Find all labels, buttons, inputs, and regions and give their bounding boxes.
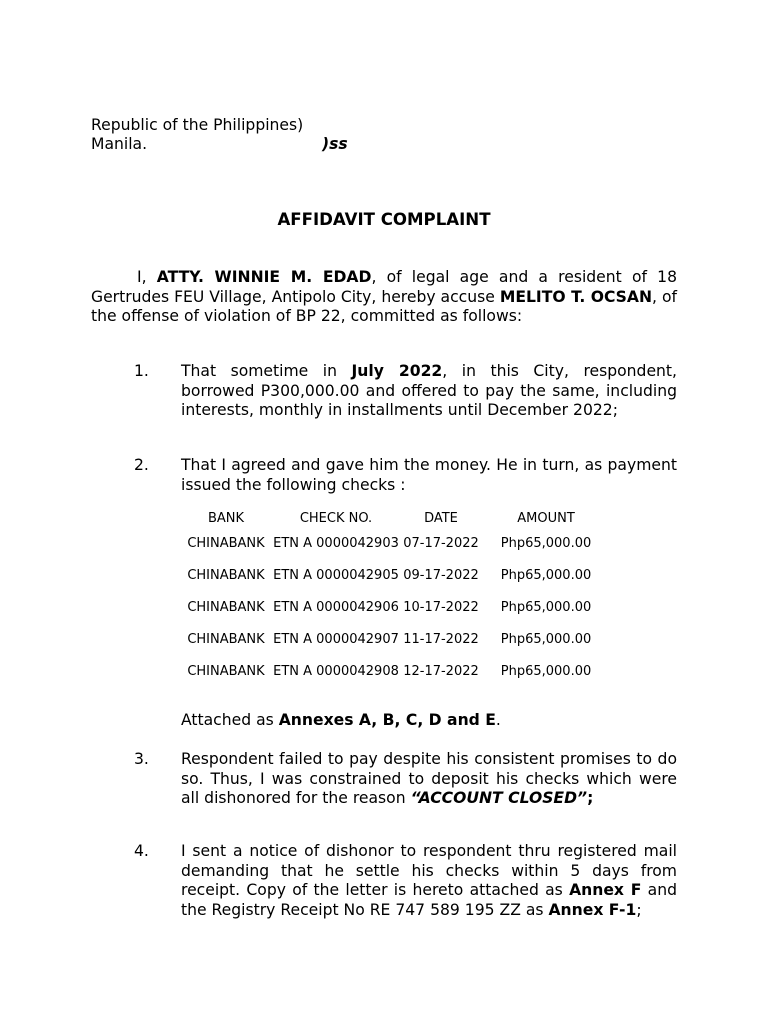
cell-check-no: ETN A 0000042905 [273, 567, 399, 583]
header-bank: BANK [207, 510, 245, 526]
cell-amount: Php65,000.00 [500, 663, 592, 679]
cell-amount: Php65,000.00 [500, 599, 592, 615]
item-1-text-2: , in this City, respondent, borrowed P300,000.00 and offered to pay the same, including interests, monthly in installments until December 2022; [181, 362, 677, 419]
intro-text-2: , of legal age and a resident of 18 Gertrudes FEU Village, Antipolo City, hereby accuse [91, 268, 677, 306]
cell-date: 10-17-2022 [403, 599, 479, 615]
cell-check-no: ETN A 0000042908 [273, 663, 399, 679]
table-row [181, 527, 611, 559]
cell-date: 09-17-2022 [403, 567, 479, 583]
item-paragraph-3 [181, 750, 677, 809]
item-4-annex-f: Annex F [569, 881, 642, 899]
cell-amount: Php65,000.00 [500, 567, 592, 583]
item-3-text-1: Respondent failed to pay despite his consistent promises to do so. Thus, I was constrained to deposit his checks which were all dishonored for the reason [181, 750, 677, 807]
intro-paragraph [91, 268, 677, 327]
cell-bank: CHINABANK [187, 535, 265, 551]
cell-date: 11-17-2022 [403, 631, 479, 647]
cell-amount: Php65,000.00 [500, 535, 592, 551]
table-row [181, 559, 611, 591]
item-number-4: 4. [134, 842, 149, 860]
intro-text-3: , of the offense of violation of BP 22, committed as follows: [91, 287, 677, 325]
cell-amount: Php65,000.00 [500, 631, 592, 647]
header-date: DATE [424, 510, 458, 526]
respondent-name: MELITO T. OCSAN [499, 287, 653, 306]
checks-table-header-row [181, 509, 611, 527]
cell-date: 07-17-2022 [403, 535, 479, 551]
item-3-reason: “ACCOUNT CLOSED” [410, 789, 588, 807]
item-4-text-2: and the Registry Receipt No RE 747 589 195 ZZ as [181, 881, 677, 919]
annexes-text-2: . [495, 711, 501, 729]
table-row [181, 591, 611, 623]
item-paragraph-2 [181, 456, 677, 495]
intro-text-1: I, [137, 268, 157, 286]
item-3-text-2: ; [587, 789, 594, 807]
caption-republic-text: Republic of the Philippines) [91, 116, 304, 134]
item-2-text: That I agreed and gave him the money. He in turn, as payment issued the following checks : [181, 456, 677, 494]
item-number-2: 2. [134, 456, 149, 474]
document-caption [91, 116, 391, 154]
caption-venue-text: Manila. [91, 135, 148, 153]
item-number-3: 3. [134, 750, 149, 768]
document-title: AFFIDAVIT COMPLAINT [277, 210, 491, 229]
item-1-date: July 2022 [351, 362, 443, 380]
annexes-list: Annexes A, B, C, D and E [278, 711, 496, 729]
caption-line-venue [91, 135, 391, 154]
item-1-text-1: That sometime in [181, 362, 352, 380]
caption-line-republic [91, 116, 391, 135]
caption-ss-text: )ss [322, 135, 348, 153]
annexes-text-1: Attached as [181, 711, 279, 729]
item-4-text-1: I sent a notice of dishonor to respondent thru registered mail demanding that he settle his checks within 5 days from receipt. Copy of the letter is hereto attached as [181, 842, 677, 899]
cell-bank: CHINABANK [187, 631, 265, 647]
cell-check-no: ETN A 0000042907 [273, 631, 399, 647]
header-check-no: CHECK NO. [299, 510, 373, 526]
cell-check-no: ETN A 0000042903 [273, 535, 399, 551]
item-4-text-3: ; [636, 900, 642, 919]
cell-bank: CHINABANK [187, 599, 265, 615]
annexes-line [181, 711, 677, 731]
item-paragraph-4 [181, 842, 677, 920]
cell-bank: CHINABANK [187, 663, 265, 679]
cell-date: 12-17-2022 [403, 663, 479, 679]
complainant-name: ATTY. WINNIE M. EDAD [156, 268, 372, 286]
item-4-annex-f1: Annex F-1 [548, 900, 637, 919]
cell-bank: CHINABANK [187, 567, 265, 583]
checks-table [181, 509, 611, 687]
header-amount: AMOUNT [517, 510, 575, 526]
table-row [181, 655, 611, 687]
cell-check-no: ETN A 0000042906 [273, 599, 399, 615]
item-number-1: 1. [134, 362, 149, 380]
table-row [181, 623, 611, 655]
item-paragraph-1 [181, 362, 677, 421]
